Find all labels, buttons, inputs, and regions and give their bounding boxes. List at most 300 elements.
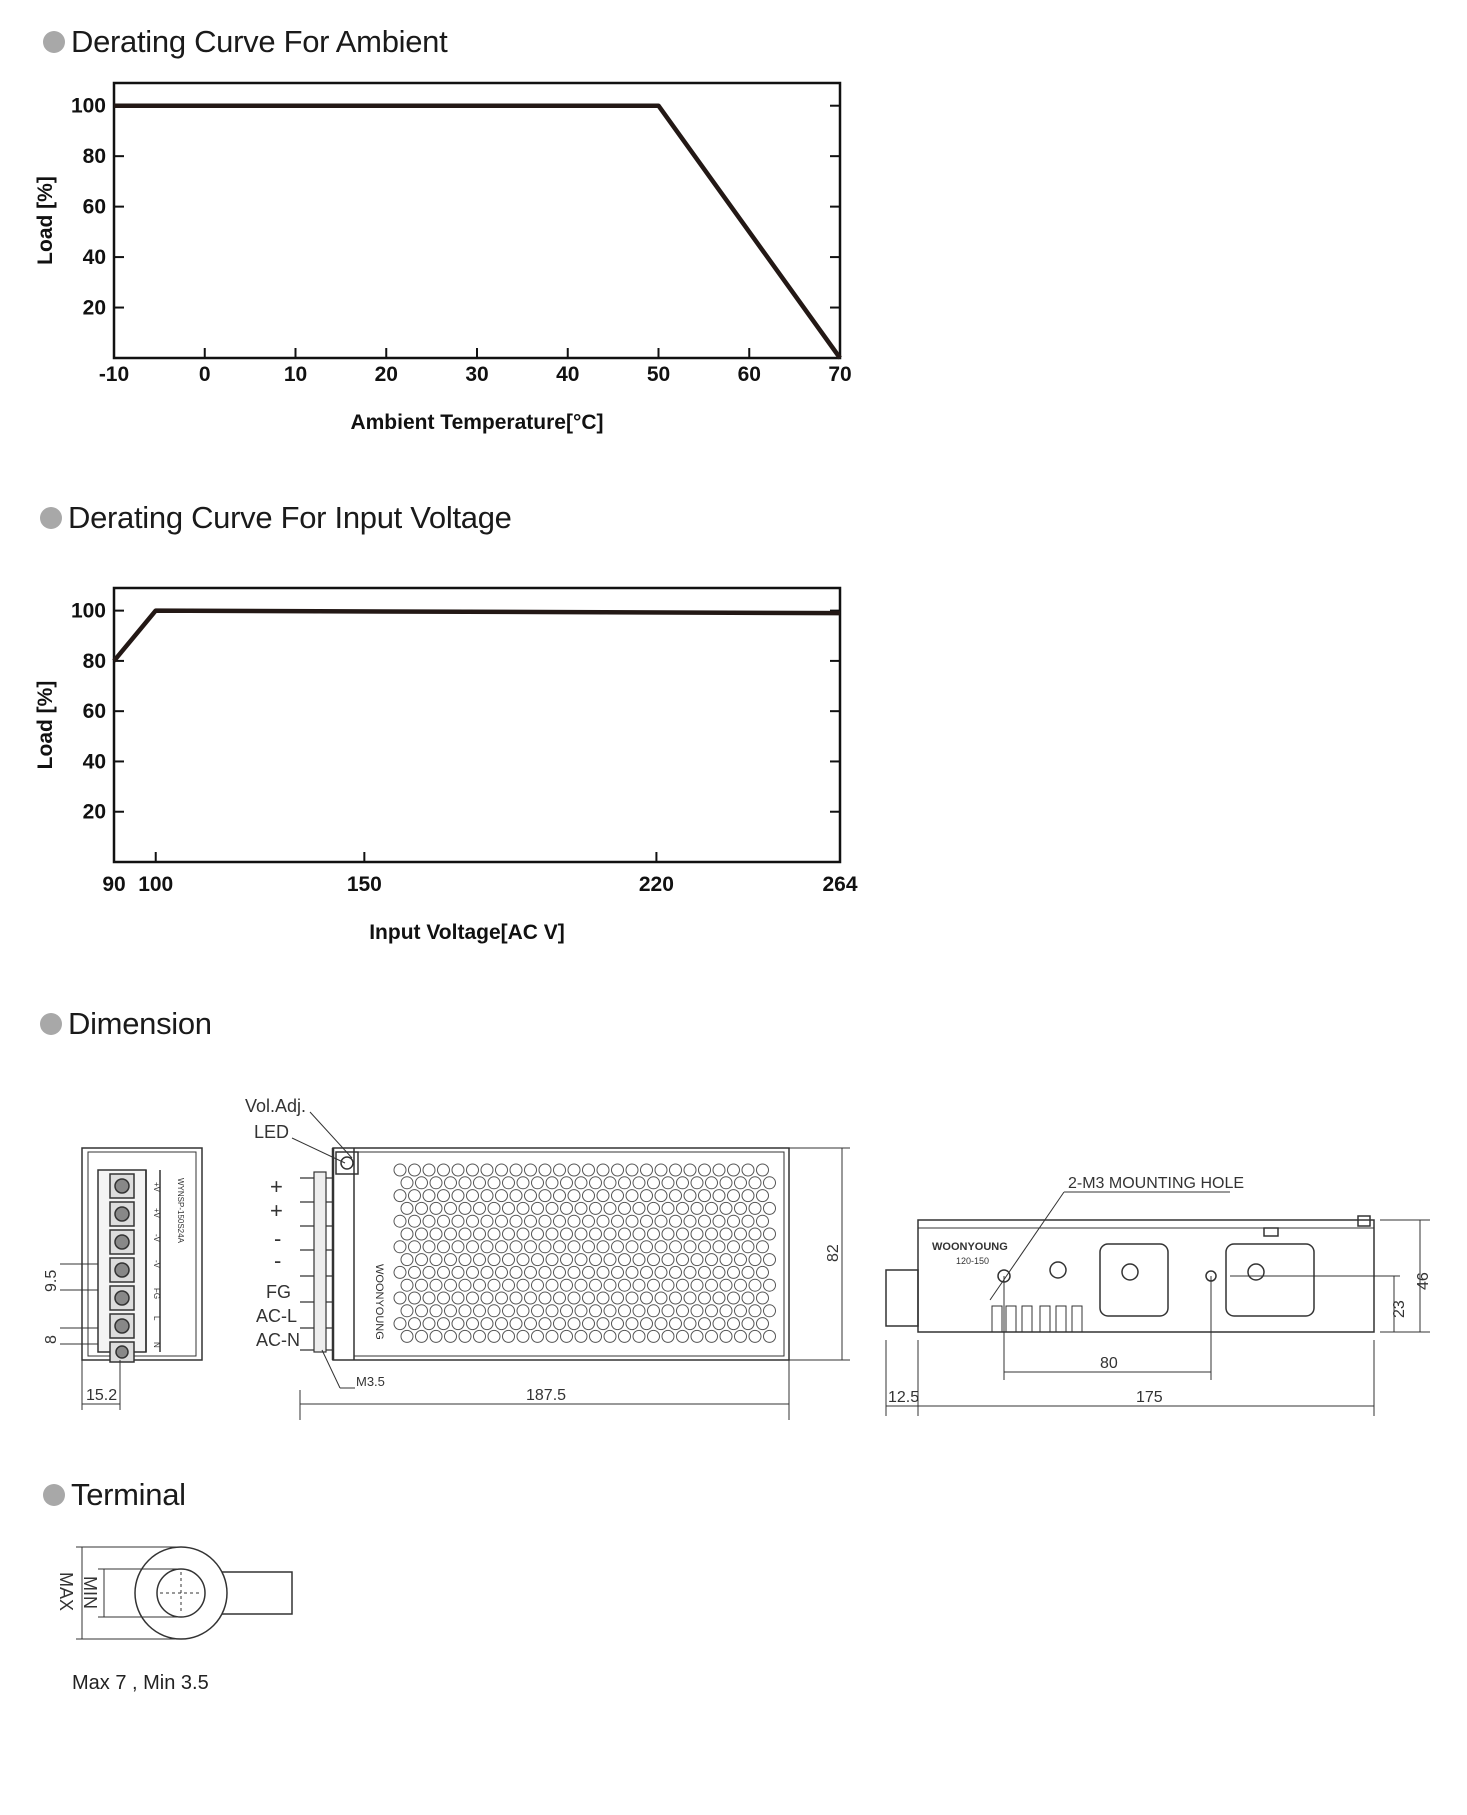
vent-hole xyxy=(445,1305,457,1317)
vent-hole xyxy=(575,1279,587,1291)
vent-hole xyxy=(438,1190,450,1202)
strip-label: +V xyxy=(152,1182,161,1193)
vent-hole xyxy=(597,1190,609,1202)
section-title-text: Terminal xyxy=(71,1477,186,1512)
vent-hole xyxy=(604,1254,616,1266)
vent-hole xyxy=(459,1305,471,1317)
vent-hole xyxy=(575,1228,587,1240)
strip-label: FG xyxy=(152,1288,161,1300)
terminal-max-label: MAX xyxy=(56,1572,76,1612)
vent-hole xyxy=(583,1215,595,1227)
vent-hole xyxy=(539,1215,551,1227)
y-tick-label: 20 xyxy=(82,296,106,320)
vent-hole xyxy=(517,1305,529,1317)
vent-hole xyxy=(720,1305,732,1317)
vent-hole xyxy=(510,1318,522,1330)
vent-hole xyxy=(525,1266,537,1278)
vent-hole xyxy=(430,1305,442,1317)
vent-hole xyxy=(742,1266,754,1278)
vent-hole xyxy=(604,1305,616,1317)
vent-hole xyxy=(699,1215,711,1227)
vent-hole xyxy=(445,1177,457,1189)
vent-hole xyxy=(394,1318,406,1330)
vent-hole xyxy=(720,1177,732,1189)
bottom-view xyxy=(886,1192,1430,1416)
vent-hole xyxy=(757,1292,769,1304)
vent-hole xyxy=(757,1266,769,1278)
vent-hole xyxy=(445,1228,457,1240)
vent-hole xyxy=(619,1305,631,1317)
vent-hole xyxy=(706,1228,718,1240)
dim-length: 187.5 xyxy=(526,1387,567,1404)
vent-hole xyxy=(561,1177,573,1189)
vent-hole xyxy=(539,1164,551,1176)
vent-hole xyxy=(496,1215,508,1227)
vent-hole xyxy=(503,1228,515,1240)
vent-hole xyxy=(670,1266,682,1278)
vent-hole xyxy=(735,1177,747,1189)
vent-hole xyxy=(612,1266,624,1278)
y-tick-label: 60 xyxy=(82,700,106,724)
vent-hole xyxy=(554,1241,566,1253)
led-label: LED xyxy=(254,1122,290,1142)
vent-hole xyxy=(575,1177,587,1189)
vent-hole xyxy=(648,1254,660,1266)
vent-hole xyxy=(677,1279,689,1291)
front-logo-text: WOONYOUNG xyxy=(373,1264,385,1340)
vent-hole xyxy=(764,1177,776,1189)
vent-hole xyxy=(655,1318,667,1330)
vent-hole xyxy=(416,1254,428,1266)
vent-hole xyxy=(525,1190,537,1202)
vent-hole xyxy=(423,1190,435,1202)
vent-hole xyxy=(510,1292,522,1304)
strip-label: -V xyxy=(152,1260,161,1268)
vent-hole xyxy=(691,1202,703,1214)
vent-hole xyxy=(604,1202,616,1214)
vent-hole xyxy=(764,1202,776,1214)
vent-hole xyxy=(720,1228,732,1240)
vent-hole xyxy=(539,1190,551,1202)
vent-hole xyxy=(554,1266,566,1278)
vent-hole xyxy=(670,1292,682,1304)
vent-hole xyxy=(539,1292,551,1304)
vent-hole xyxy=(430,1330,442,1342)
vent-hole xyxy=(684,1292,696,1304)
x-tick-label: 70 xyxy=(828,363,852,386)
vent-hole xyxy=(561,1254,573,1266)
vent-hole xyxy=(409,1318,421,1330)
vent-hole xyxy=(655,1292,667,1304)
vent-hole xyxy=(430,1228,442,1240)
vent-hole xyxy=(452,1292,464,1304)
x-tick-label: 220 xyxy=(638,873,674,896)
vent-hole xyxy=(655,1215,667,1227)
vent-hole xyxy=(597,1241,609,1253)
vent-hole xyxy=(735,1228,747,1240)
vent-hole xyxy=(496,1318,508,1330)
vent-hole xyxy=(474,1202,486,1214)
vent-hole xyxy=(409,1190,421,1202)
vent-hole xyxy=(488,1330,500,1342)
vent-hole xyxy=(583,1292,595,1304)
vent-hole xyxy=(590,1228,602,1240)
vent-hole xyxy=(626,1318,638,1330)
vent-hole xyxy=(633,1305,645,1317)
vent-hole xyxy=(583,1266,595,1278)
vent-hole xyxy=(626,1266,638,1278)
vent-hole xyxy=(662,1228,674,1240)
x-tick-label: 100 xyxy=(138,873,174,896)
y-tick-label: 20 xyxy=(82,800,106,824)
vent-hole xyxy=(633,1202,645,1214)
vent-hole xyxy=(394,1292,406,1304)
vent-hole xyxy=(496,1241,508,1253)
vent-hole xyxy=(583,1318,595,1330)
vent-hole xyxy=(423,1215,435,1227)
vent-hole xyxy=(481,1164,493,1176)
vent-hole xyxy=(546,1330,558,1342)
vent-hole xyxy=(706,1279,718,1291)
vent-hole xyxy=(445,1330,457,1342)
vent-hole xyxy=(503,1305,515,1317)
vent-hole xyxy=(517,1228,529,1240)
vent-hole xyxy=(452,1215,464,1227)
vent-hole xyxy=(684,1266,696,1278)
vent-hole xyxy=(677,1330,689,1342)
vent-hole xyxy=(749,1330,761,1342)
vent-hole xyxy=(713,1241,725,1253)
vent-hole xyxy=(691,1330,703,1342)
vent-hole xyxy=(626,1164,638,1176)
strip-label: N xyxy=(152,1342,161,1348)
vent-hole xyxy=(474,1330,486,1342)
vent-hole xyxy=(583,1241,595,1253)
vent-hole xyxy=(720,1202,732,1214)
vent-hole xyxy=(590,1177,602,1189)
vent-hole xyxy=(488,1228,500,1240)
vent-hole xyxy=(423,1164,435,1176)
terminal-screws xyxy=(110,1174,134,1362)
vent-hole xyxy=(699,1266,711,1278)
vent-hole xyxy=(409,1215,421,1227)
vent-hole xyxy=(409,1292,421,1304)
terminal-label: + xyxy=(270,1174,283,1199)
x-tick-label: 10 xyxy=(283,363,308,386)
vent-hole xyxy=(728,1292,740,1304)
vent-hole xyxy=(619,1177,631,1189)
strip-label: -V xyxy=(152,1234,161,1242)
vent-hole xyxy=(742,1241,754,1253)
vent-hole xyxy=(612,1318,624,1330)
vent-hole xyxy=(662,1202,674,1214)
dim-pitch: 9.5 xyxy=(43,1269,60,1292)
vent-hole xyxy=(423,1292,435,1304)
vent-hole xyxy=(503,1330,515,1342)
y-tick-label: 40 xyxy=(82,246,106,270)
vent-hole xyxy=(496,1266,508,1278)
vent-hole xyxy=(706,1254,718,1266)
vent-hole xyxy=(554,1318,566,1330)
vent-hole xyxy=(452,1190,464,1202)
strip-label: L xyxy=(152,1316,161,1321)
vent-hole xyxy=(597,1164,609,1176)
vent-hole xyxy=(713,1190,725,1202)
vent-hole xyxy=(641,1190,653,1202)
vent-hole xyxy=(438,1318,450,1330)
terminal-label: AC-N xyxy=(256,1330,300,1350)
terminal-label: AC-L xyxy=(256,1306,298,1326)
vent-hole xyxy=(568,1318,580,1330)
vent-hole xyxy=(430,1177,442,1189)
vent-hole xyxy=(394,1164,406,1176)
vent-hole xyxy=(648,1228,660,1240)
vent-hole xyxy=(764,1279,776,1291)
vent-hole xyxy=(684,1190,696,1202)
vent-hole xyxy=(691,1279,703,1291)
x-tick-label: 20 xyxy=(374,363,398,386)
vent-hole xyxy=(764,1330,776,1342)
vent-hole xyxy=(568,1266,580,1278)
vent-hole xyxy=(728,1318,740,1330)
vent-hole xyxy=(416,1177,428,1189)
vent-hole xyxy=(575,1202,587,1214)
vent-hole xyxy=(684,1215,696,1227)
vent-hole xyxy=(728,1241,740,1253)
vent-hole xyxy=(575,1254,587,1266)
vent-hole xyxy=(532,1177,544,1189)
vent-hole xyxy=(742,1318,754,1330)
vent-hole xyxy=(590,1202,602,1214)
vent-hole xyxy=(764,1228,776,1240)
vent-hole xyxy=(503,1177,515,1189)
vent-hole xyxy=(590,1305,602,1317)
vent-hole xyxy=(612,1292,624,1304)
vent-hole xyxy=(662,1305,674,1317)
vent-hole xyxy=(459,1254,471,1266)
vent-hole xyxy=(467,1190,479,1202)
vent-hole xyxy=(735,1279,747,1291)
y-tick-label: 100 xyxy=(70,599,106,623)
vent-hole xyxy=(619,1254,631,1266)
vent-hole xyxy=(655,1266,667,1278)
vent-hole xyxy=(568,1164,580,1176)
vent-hole xyxy=(496,1190,508,1202)
vent-hole xyxy=(546,1202,558,1214)
vent-hole xyxy=(720,1279,732,1291)
vent-hole xyxy=(626,1190,638,1202)
x-tick-label: 50 xyxy=(646,363,671,386)
vent-hole xyxy=(626,1215,638,1227)
vent-hole xyxy=(459,1228,471,1240)
vent-hole xyxy=(525,1215,537,1227)
vent-hole xyxy=(684,1241,696,1253)
vent-hole xyxy=(670,1215,682,1227)
vent-hole xyxy=(662,1177,674,1189)
vent-hole xyxy=(604,1177,616,1189)
vent-hole xyxy=(445,1279,457,1291)
vent-hole xyxy=(655,1241,667,1253)
vent-hole xyxy=(546,1177,558,1189)
vent-hole xyxy=(416,1228,428,1240)
section-title-text: Dimension xyxy=(68,1006,212,1041)
vent-hole xyxy=(474,1177,486,1189)
vent-hole xyxy=(510,1266,522,1278)
vent-hole xyxy=(481,1318,493,1330)
vent-hole xyxy=(648,1330,660,1342)
vent-hole xyxy=(728,1164,740,1176)
vent-hole xyxy=(677,1305,689,1317)
vent-hole xyxy=(561,1330,573,1342)
y-axis-title: Load [%] xyxy=(34,680,57,770)
x-tick-label: 30 xyxy=(465,363,489,386)
vent-hole xyxy=(670,1190,682,1202)
vent-hole xyxy=(590,1254,602,1266)
vent-hole xyxy=(394,1190,406,1202)
screw-label: M3.5 xyxy=(356,1374,385,1389)
dim-h1: 23 xyxy=(1391,1300,1408,1318)
vent-hole xyxy=(481,1266,493,1278)
vent-hole xyxy=(670,1164,682,1176)
y-tick-label: 100 xyxy=(70,94,106,118)
vent-hole xyxy=(467,1164,479,1176)
vent-hole xyxy=(561,1279,573,1291)
vent-hole xyxy=(735,1330,747,1342)
vent-hole xyxy=(401,1279,413,1291)
vent-hole xyxy=(554,1292,566,1304)
vent-hole xyxy=(604,1330,616,1342)
vent-hole xyxy=(641,1266,653,1278)
vent-hole xyxy=(467,1292,479,1304)
vent-hole xyxy=(757,1318,769,1330)
vent-hole xyxy=(517,1254,529,1266)
vent-hole xyxy=(604,1228,616,1240)
vent-hole xyxy=(742,1292,754,1304)
vent-hole xyxy=(749,1254,761,1266)
vent-hole xyxy=(539,1266,551,1278)
vent-hole xyxy=(633,1330,645,1342)
vent-hole xyxy=(561,1305,573,1317)
vent-hole xyxy=(532,1330,544,1342)
vent-hole xyxy=(532,1202,544,1214)
vent-hole xyxy=(568,1190,580,1202)
vent-hole xyxy=(720,1254,732,1266)
vent-hole xyxy=(597,1266,609,1278)
vent-hole xyxy=(394,1241,406,1253)
vent-hole xyxy=(742,1215,754,1227)
vent-hole xyxy=(488,1254,500,1266)
vent-hole xyxy=(546,1254,558,1266)
vent-hole xyxy=(728,1190,740,1202)
vent-hole xyxy=(590,1330,602,1342)
vent-hole xyxy=(474,1305,486,1317)
vent-hole xyxy=(568,1241,580,1253)
vent-hole xyxy=(452,1318,464,1330)
vent-hole xyxy=(554,1215,566,1227)
terminal-label: + xyxy=(270,1198,283,1223)
vent-hole xyxy=(662,1254,674,1266)
terminal-labels xyxy=(256,1174,300,1350)
vent-hole xyxy=(474,1279,486,1291)
vent-hole xyxy=(452,1241,464,1253)
dim-bottom-length: 175 xyxy=(1136,1389,1163,1406)
vent-hole xyxy=(699,1318,711,1330)
vent-hole xyxy=(488,1305,500,1317)
vent-hole xyxy=(459,1202,471,1214)
section-title-text: Derating Curve For Input Voltage xyxy=(68,500,512,535)
vent-hole xyxy=(641,1215,653,1227)
vent-hole xyxy=(546,1305,558,1317)
vent-hole xyxy=(677,1177,689,1189)
terminal-label: FG xyxy=(266,1282,291,1302)
front-terminals xyxy=(300,1172,333,1352)
vent-hole xyxy=(423,1266,435,1278)
vent-hole xyxy=(467,1215,479,1227)
terminal-note: Max 7 , Min 3.5 xyxy=(72,1672,209,1694)
vent-hole xyxy=(699,1292,711,1304)
mounting-hole-label: 2-M3 MOUNTING HOLE xyxy=(1068,1175,1245,1192)
vent-hole xyxy=(626,1241,638,1253)
vent-hole xyxy=(467,1266,479,1278)
vent-hole xyxy=(525,1318,537,1330)
vent-hole xyxy=(575,1305,587,1317)
bottom-model-text: 120-150 xyxy=(956,1256,990,1266)
vent-hole xyxy=(648,1279,660,1291)
ring-terminal xyxy=(76,1547,292,1639)
y-tick-label: 80 xyxy=(82,145,106,169)
vent-hole xyxy=(749,1202,761,1214)
vent-hole xyxy=(655,1190,667,1202)
vent-hole xyxy=(401,1202,413,1214)
x-tick-label: 264 xyxy=(822,873,858,896)
vent-hole xyxy=(394,1266,406,1278)
vent-hole xyxy=(430,1202,442,1214)
vent-hole xyxy=(438,1241,450,1253)
vent-hole xyxy=(641,1164,653,1176)
vent-hole xyxy=(757,1164,769,1176)
x-axis-title: Ambient Temperature[°C] xyxy=(350,411,604,434)
vent-hole xyxy=(546,1228,558,1240)
vent-hole xyxy=(706,1305,718,1317)
x-tick-label: 0 xyxy=(198,363,211,386)
vent-hole xyxy=(459,1177,471,1189)
vent-hole xyxy=(416,1305,428,1317)
vent-hole xyxy=(459,1279,471,1291)
vent-hole xyxy=(597,1215,609,1227)
vent-hole xyxy=(517,1202,529,1214)
terminal-label: - xyxy=(274,1248,282,1273)
vent-hole xyxy=(423,1318,435,1330)
vent-hole xyxy=(510,1215,522,1227)
vent-hole xyxy=(691,1177,703,1189)
vent-hole xyxy=(749,1228,761,1240)
vent-hole xyxy=(757,1241,769,1253)
vent-hole xyxy=(394,1215,406,1227)
vent-hole xyxy=(438,1215,450,1227)
vent-hole xyxy=(510,1241,522,1253)
vent-hole xyxy=(641,1292,653,1304)
terminal-min-label: MIN xyxy=(80,1576,100,1609)
vent-holes xyxy=(394,1164,776,1342)
module-brand-text: WYNSP-150S24A xyxy=(176,1178,185,1243)
vent-hole xyxy=(401,1305,413,1317)
vent-hole xyxy=(670,1318,682,1330)
vent-hole xyxy=(655,1164,667,1176)
vent-hole xyxy=(713,1164,725,1176)
vent-hole xyxy=(561,1228,573,1240)
vent-hole xyxy=(496,1292,508,1304)
vent-hole xyxy=(706,1177,718,1189)
